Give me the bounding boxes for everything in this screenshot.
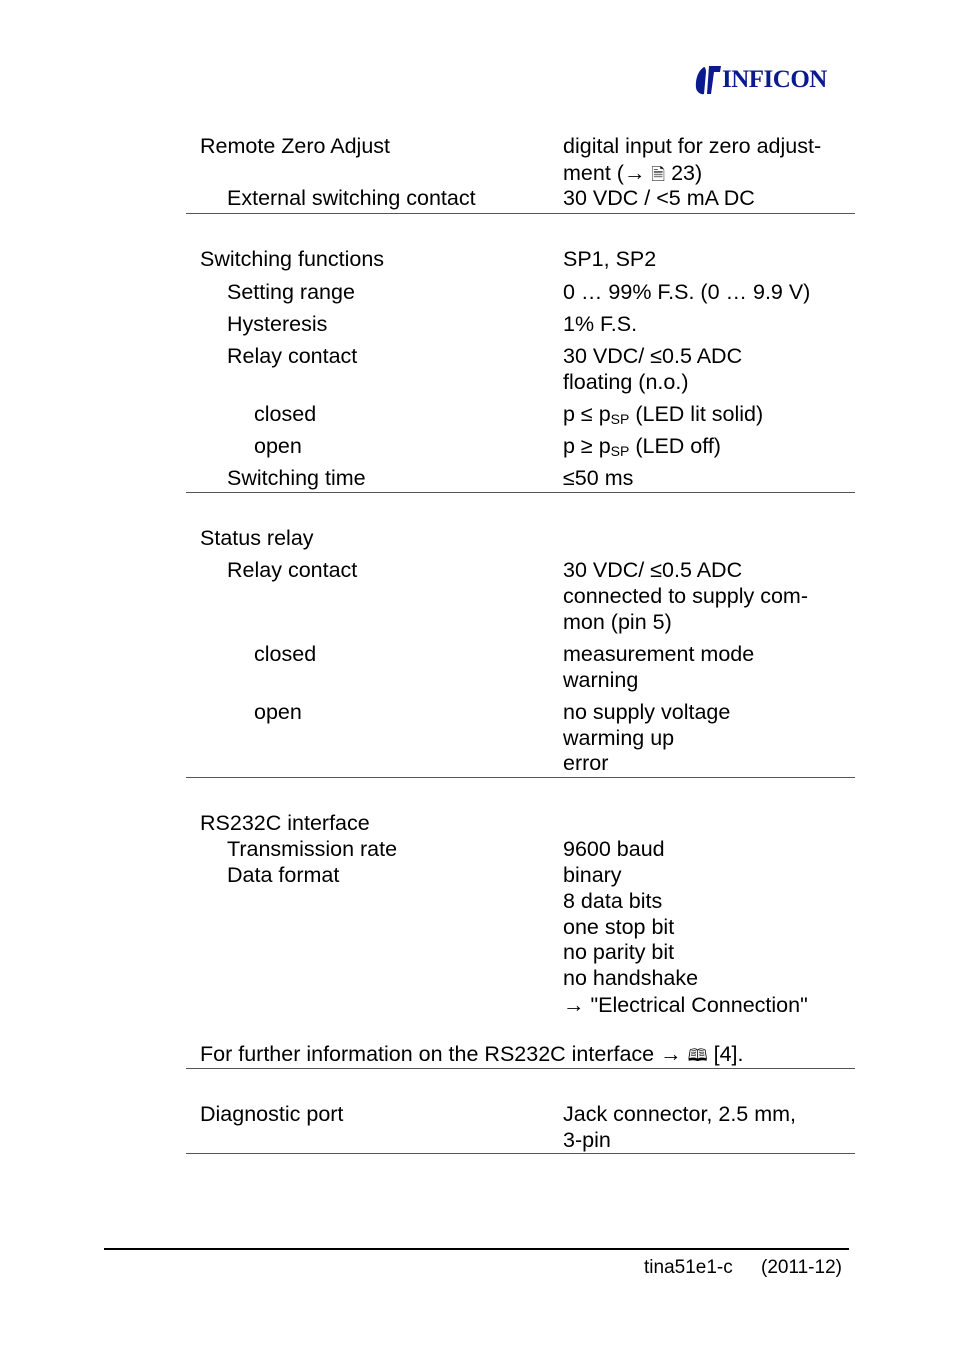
book-icon: 🕮: [687, 1046, 708, 1066]
further-information-note: For further information on the RS232C interface → 🕮 [4].: [200, 1042, 744, 1066]
switching-time-value: ≤50 ms: [563, 466, 634, 490]
diagnostic-port-value-2: 3-pin: [563, 1128, 611, 1152]
closed-label: closed: [254, 402, 317, 426]
status-open-value-2: warming up: [563, 726, 675, 750]
diagnostic-port-label: Diagnostic port: [200, 1102, 344, 1126]
section-divider: [186, 492, 855, 493]
status-open-value-1: no supply voltage: [563, 700, 731, 724]
data-format-value: no handshake: [563, 966, 699, 990]
switching-functions-value: SP1, SP2: [563, 247, 657, 271]
section-divider: [186, 1068, 855, 1069]
setting-range-value: 0 … 99% F.S. (0 … 9.9 V): [563, 280, 811, 304]
footer-doc-id: tina51e1-c: [644, 1257, 733, 1278]
open-value: $p \ge p_{SP}$ (LED off): [563, 434, 721, 459]
relay-contact-value-2: floating (n.o.): [563, 370, 689, 394]
data-format-value: binary: [563, 863, 622, 887]
status-relay-contact-value-2: connected to supply com-: [563, 584, 808, 608]
rs232c-interface-label: RS232C interface: [200, 811, 370, 835]
data-format-value: one stop bit: [563, 915, 675, 939]
setting-range-label: Setting range: [227, 280, 355, 304]
inficon-logo-mark-icon: [694, 64, 724, 96]
switching-time-label: Switching time: [227, 466, 366, 490]
arrow-icon: →: [660, 1042, 682, 1066]
relay-contact-label: Relay contact: [227, 344, 358, 368]
transmission-rate-value: 9600 baud: [563, 837, 665, 861]
hysteresis-value: 1% F.S.: [563, 312, 638, 336]
hysteresis-label: Hysteresis: [227, 312, 328, 336]
transmission-rate-label: Transmission rate: [227, 837, 398, 861]
remote-zero-adjust-label: Remote Zero Adjust: [200, 134, 391, 158]
status-closed-label: closed: [254, 642, 317, 666]
status-closed-value-1: measurement mode: [563, 642, 755, 666]
status-relay-label: Status relay: [200, 526, 314, 550]
external-switching-contact-label: External switching contact: [227, 186, 476, 210]
relay-contact-value-1: 30 VDC/ ≤0.5 ADC: [563, 344, 743, 368]
section-divider: [186, 777, 855, 778]
status-relay-contact-label: Relay contact: [227, 558, 358, 582]
logo-text: INFICON: [722, 66, 827, 93]
remote-zero-adjust-value-2: ment (→ 🗎 23): [563, 161, 703, 185]
remote-zero-adjust-value-1: digital input for zero adjust-: [563, 134, 822, 158]
switching-functions-label: Switching functions: [200, 247, 385, 271]
status-relay-contact-value-3: mon (pin 5): [563, 610, 672, 634]
data-format-label: Data format: [227, 863, 340, 887]
electrical-connection-reference: → "Electrical Connection": [563, 993, 808, 1017]
status-open-label: open: [254, 700, 302, 724]
data-format-value: 8 data bits: [563, 889, 663, 913]
diagnostic-port-value-1: Jack connector, 2.5 mm,: [563, 1102, 797, 1126]
document-icon: 🗎: [651, 165, 666, 185]
footer-rule: [104, 1248, 849, 1250]
section-divider: [186, 213, 855, 214]
open-label: open: [254, 434, 302, 458]
external-switching-contact-value: 30 VDC / <5 mA DC: [563, 186, 755, 210]
status-open-value-3: error: [563, 751, 609, 775]
arrow-icon: →: [623, 161, 646, 185]
arrow-icon: →: [563, 993, 585, 1017]
status-closed-value-2: warning: [563, 668, 639, 692]
data-format-value: no parity bit: [563, 940, 675, 964]
closed-value: $p \le p_{SP}$ (LED lit solid): [563, 402, 764, 427]
status-relay-contact-value-1: 30 VDC/ ≤0.5 ADC: [563, 558, 743, 582]
section-divider: [186, 1153, 855, 1154]
inficon-logo: [694, 64, 846, 96]
footer-date: (2011-12): [761, 1257, 842, 1278]
